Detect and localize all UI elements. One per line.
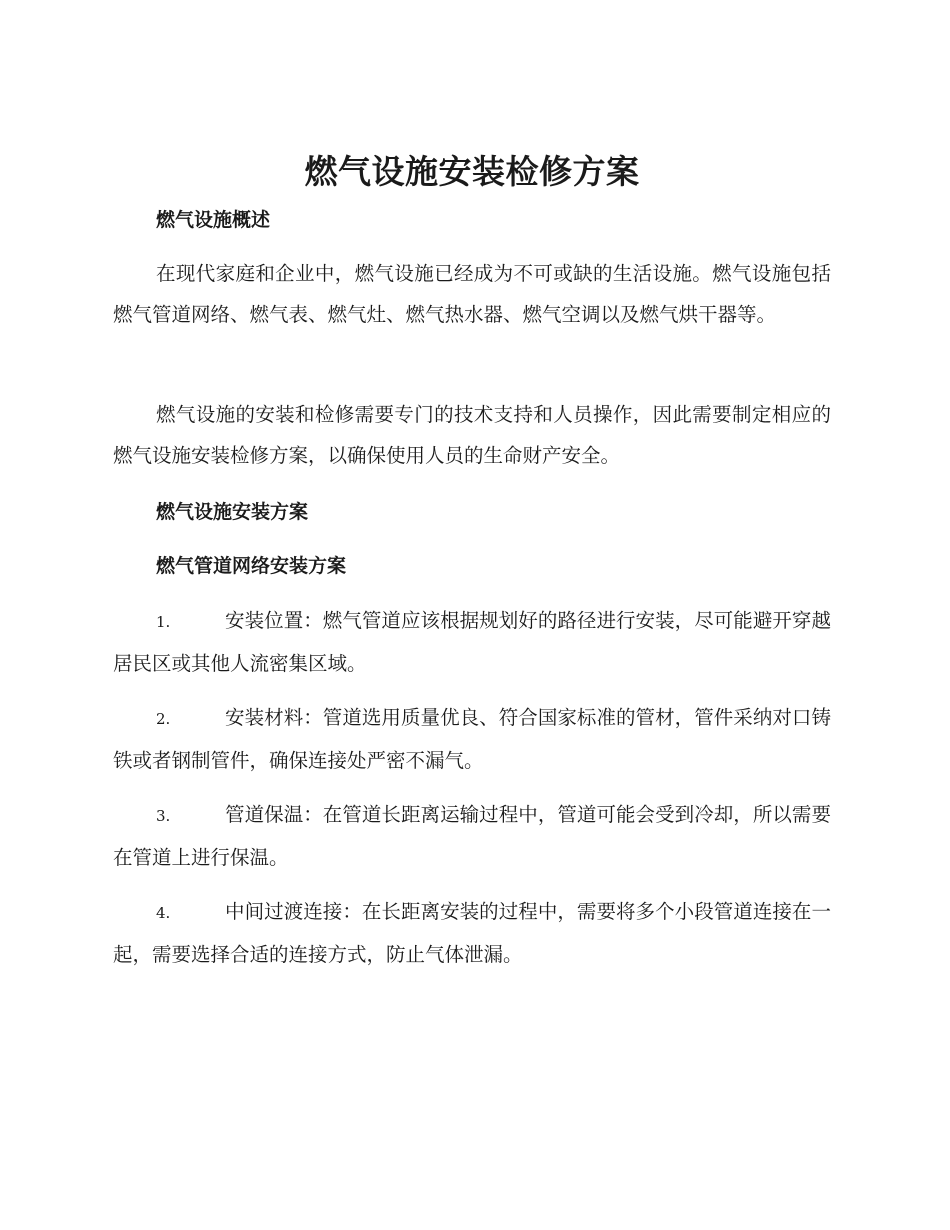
document-title: 燃气设施安装检修方案 bbox=[304, 152, 640, 191]
subsection-heading-pipeline: 燃气管道网络安装方案 bbox=[156, 555, 347, 577]
list-item-text: 中间过渡连接：在长距离安装的过程中，需要将多个小段管道连接在一起，需要选择合适的连接方式，防止气体泄漏。 bbox=[113, 900, 831, 966]
list-item bbox=[113, 891, 831, 975]
list-item-text: 安装材料：管道选用质量优良、符合国家标准的管材，管件采纳对口铸铁或者钢制管件，确保连接处严密不漏气。 bbox=[113, 706, 831, 772]
list-item-number: 4. bbox=[156, 904, 171, 922]
list-item bbox=[113, 697, 831, 781]
list-item bbox=[113, 794, 831, 878]
list-item-number: 3. bbox=[156, 807, 171, 825]
list-item-number: 1. bbox=[156, 613, 171, 631]
paragraph-overview-1: 在现代家庭和企业中，燃气设施已经成为不可或缺的生活设施。燃气设施包括燃气管道网络、燃气表、燃气灶、燃气热水器、燃气空调以及燃气烘干器等。 bbox=[113, 262, 831, 326]
section-heading-overview: 燃气设施概述 bbox=[156, 209, 271, 231]
list-item-number: 2. bbox=[156, 710, 171, 728]
list-item-text: 管道保温：在管道长距离运输过程中，管道可能会受到冷却，所以需要在管道上进行保温。 bbox=[113, 803, 831, 869]
paragraph-overview-2: 燃气设施的安装和检修需要专门的技术支持和人员操作，因此需要制定相应的燃气设施安装检修方案，以确保使用人员的生命财产安全。 bbox=[113, 403, 831, 467]
list-item bbox=[113, 600, 831, 684]
list-item-text: 安装位置：燃气管道应该根据规划好的路径进行安装，尽可能避开穿越居民区或其他人流密集区域。 bbox=[113, 609, 831, 675]
section-heading-installation: 燃气设施安装方案 bbox=[156, 501, 309, 523]
